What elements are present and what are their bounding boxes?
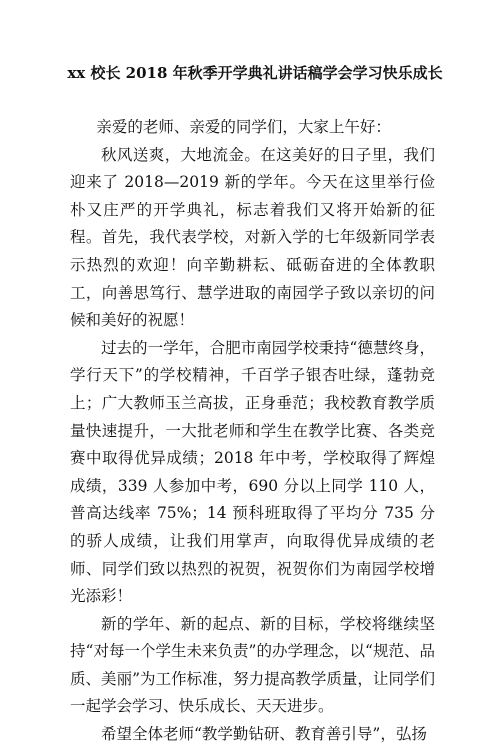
greeting-line: 亲爱的老师、亲爱的同学们，大家上午好： [96, 118, 391, 136]
paragraph-new-year: 新的学年、新的起点、新的目标，学校将继续坚持“对每一个学生未来负责”的办学理念，以“规范、品质、美丽”为工作标准，努力提高教学质量，让同学们一起学会学习、快乐成长、天天进步。 [70, 614, 435, 716]
document-title: xx 校长 2018 年秋季开学典礼讲话稿学会学习快乐成长 [67, 64, 443, 82]
paragraph-teachers: 希望全体老师“教学勤钻研、教育善引导”，弘扬 [101, 725, 427, 744]
paragraph-past-year: 过去的一学年，合肥市南园学校秉持“德慧终身，学行天下”的学校精神，千百学子银杏吐绿，蓬勃竞上；广大教师玉兰高拔，正身垂范；我校教育教学质量快速提升，一大批老师和学生在教学比赛、各类竞赛中取得优异成绩；2018 年中考，学校取得了辉煌成绩，339 人参加中考，690 分以上同学 110 人，普高达线率 75%；14 预科班取得了平均分 735 分的骄人成绩，让我们用掌声，向取得优异成绩的老师、同学们致以热烈的祝贺，祝贺你们为南园学校增光添彩！ [70, 338, 435, 606]
document-body [70, 114, 435, 749]
paragraph-opening: 秋风送爽，大地流金。在这美好的日子里，我们迎来了 2018—2019 新的学年。今天在这里举行俭朴又庄严的开学典礼，标志着我们又将开始新的征程。首先，我代表学校，对新入学的七年级新同学表示热烈的欢迎！向辛勤耕耘、砥砺奋进的全体教职工，向善思笃行、慧学进取的南园学子致以亲切的问候和美好的祝愿！ [70, 145, 435, 330]
